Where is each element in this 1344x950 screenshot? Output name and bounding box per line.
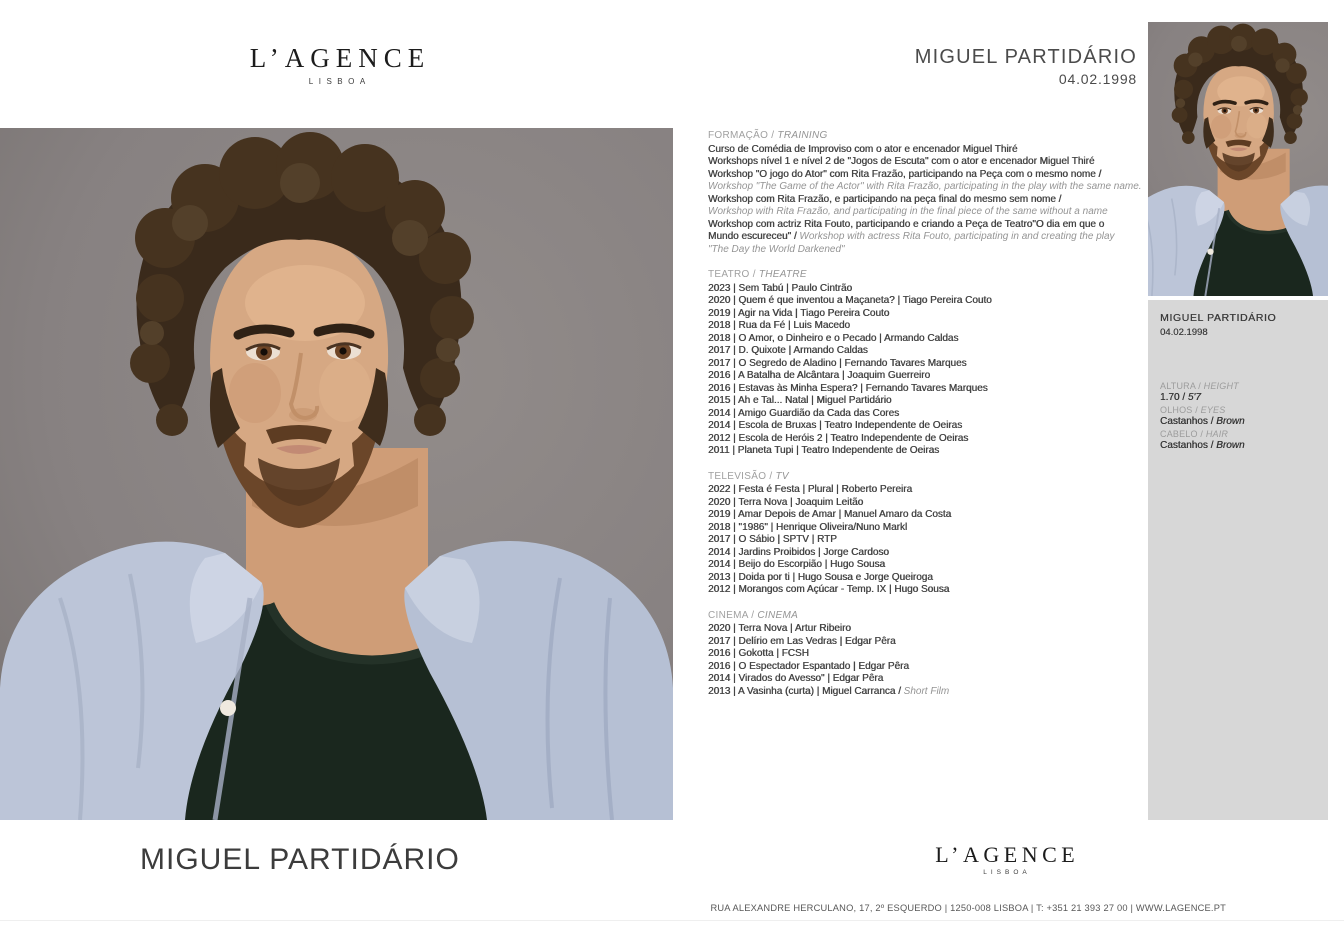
credit-row: "The Day the World Darkened" [708,243,845,255]
section-title: CINEMA / CINEMA [708,609,799,621]
credit-section [708,471,1156,597]
credit-section [708,610,1156,699]
credit-section [708,130,1156,256]
section-title: TEATRO / THEATRE [708,269,807,280]
actor-birthdate-header: 04.02.1998 [1058,71,1137,87]
credit-row: 2014 | Escola de Bruxas | Teatro Independente de Oeiras [708,420,963,431]
agency-address: RUA ALEXANDRE HERCULANO, 17, 2º ESQUERDO | 1250-008 LISBOA | T: +351 21 393 27 00 | WWW.LAGENCE.PT [710,903,1226,913]
credit-row: 2017 | Delírio em Las Vedras | Edgar Pêra [708,635,896,647]
credit-row: Workshop com Rita Frazão, e participando na peça final do mesmo sem nome / [708,193,1062,205]
section-title: FORMAÇÃO / TRAINING [708,130,828,141]
credit-row: 2018 | "1986" | Henrique Oliveira/Nuno Markl [708,521,908,533]
credit-row: 2019 | Agir na Vida | Tiago Pereira Couto [708,307,890,319]
detail-list [1160,380,1316,452]
credit-row: 2020 | Terra Nova | Joaquim Leitão [708,496,864,508]
agency-logo-wordmark: L’AGENCE [249,43,431,73]
credit-row: 2011 | Planeta Tupi | Teatro Independente de Oeiras [708,445,940,456]
credits-sections [708,130,1156,711]
credit-row: 2016 | Estavas às Minha Espera? | Fernando Tavares Marques [708,382,988,394]
credit-row: 2016 | A Batalha de Alcântara | Joaquim Guerreiro [708,370,931,381]
info-panel [1148,300,1328,820]
detail-value: Castanhos / Brown [1160,440,1245,451]
credit-row: 2020 | Quem é que inventou a Maçaneta? | Tiago Pereira Couto [708,295,992,306]
credit-row: 2018 | Rua da Fé | Luis Macedo [708,320,850,331]
actor-name-large: MIGUEL PARTIDÁRIO [140,843,460,876]
credit-row: 2012 | Morangos com Açúcar - Temp. IX | Hugo Sousa [708,584,950,595]
agency-logo-wordmark: L’AGENCE [935,842,1080,867]
credit-row: Workshops nível 1 e nível 2 de "Jogos de Escuta" com o ator e encenador Miguel Thiré [708,156,1095,167]
agency-logo-city: LISBOA [983,869,1031,877]
credit-row: 2018 | O Amor, o Dinheiro e o Pecado | Armando Caldas [708,332,959,344]
actor-photo-main [0,128,673,820]
credit-row: Mundo escureceu" / Workshop with actress Rita Fouto, participating in and creating the play [708,231,1115,242]
detail-label: OLHOS / EYES [1160,405,1226,415]
credit-row: 2023 | Sem Tabú | Paulo Cintrão [708,282,852,294]
credit-row: 2014 | Amigo Guardião da Cada das Cores [708,407,900,419]
credit-row: 2017 | D. Quixote | Armando Caldas [708,345,868,356]
detail-label: ALTURA / HEIGHT [1160,381,1239,391]
detail-value: 1.70 / 5'7 [1160,392,1201,403]
credit-section [708,269,1156,458]
footer-divider [0,920,1344,921]
credit-row: 2019 | Amar Depois de Amar | Manuel Amaro da Costa [708,509,952,520]
credit-row: 2020 | Terra Nova | Artur Ribeiro [708,623,851,634]
credit-row: 2017 | O Sábio | SPTV | RTP [708,534,837,545]
credit-row: Workshop with Rita Frazão, and participating in the final piece of the same without a name [708,206,1108,217]
header-identity [915,46,1137,87]
credit-row: Workshop com actriz Rita Fouto, participando e criando a Peça de Teatro"O dia em que o [708,218,1105,230]
credit-row: 2012 | Escola de Heróis 2 | Teatro Independente de Oeiras [708,432,969,444]
credit-row: Workshop "The Game of the Actor" with Rita Frazão, participating in the play with the same name. [708,181,1142,192]
credit-row: 2014 | Beijo do Escorpião | Hugo Sousa [708,559,885,570]
credit-row: 2013 | A Vasinha (curta) | Miguel Carranca / Short Film [708,685,950,697]
actor-name-header: MIGUEL PARTIDÁRIO [914,46,1137,68]
actor-name-panel: MIGUEL PARTIDÁRIO [1160,312,1277,324]
actor-photo-thumb [1148,22,1328,296]
credit-row: 2014 | Virados do Avesso" | Edgar Pêra [708,673,884,684]
credit-row: Workshop "O jogo do Ator" com Rita Frazão, participando na Peça com o mesmo nome / [708,168,1102,180]
actor-birthdate-panel: 04.02.1998 [1160,327,1208,338]
agency-logo-top [244,44,430,86]
agency-logo-bottom [925,843,1085,876]
agency-logo-city: LISBOA [308,76,371,86]
detail-value: Castanhos / Brown [1160,416,1245,427]
section-title: TELEVISÃO / TV [708,470,789,482]
credit-row: 2015 | Ah e Tal... Natal | Miguel Partidário [708,395,892,406]
credit-row: 2013 | Doida por ti | Hugo Sousa e Jorge Queiroga [708,571,933,583]
detail-label: CABELO / HAIR [1160,429,1229,439]
credit-row: 2022 | Festa é Festa | Plural | Roberto Pereira [708,484,913,495]
credit-row: 2014 | Jardins Proibidos | Jorge Cardoso [708,546,889,558]
credit-row: 2016 | O Espectador Espantado | Edgar Pêra [708,660,909,672]
credit-row: 2016 | Gokotta | FCSH [708,648,809,659]
credit-row: Curso de Comédia de Improviso com o ator e encenador Miguel Thiré [708,143,1018,155]
credit-row: 2017 | O Segredo de Aladino | Fernando Tavares Marques [708,357,967,369]
